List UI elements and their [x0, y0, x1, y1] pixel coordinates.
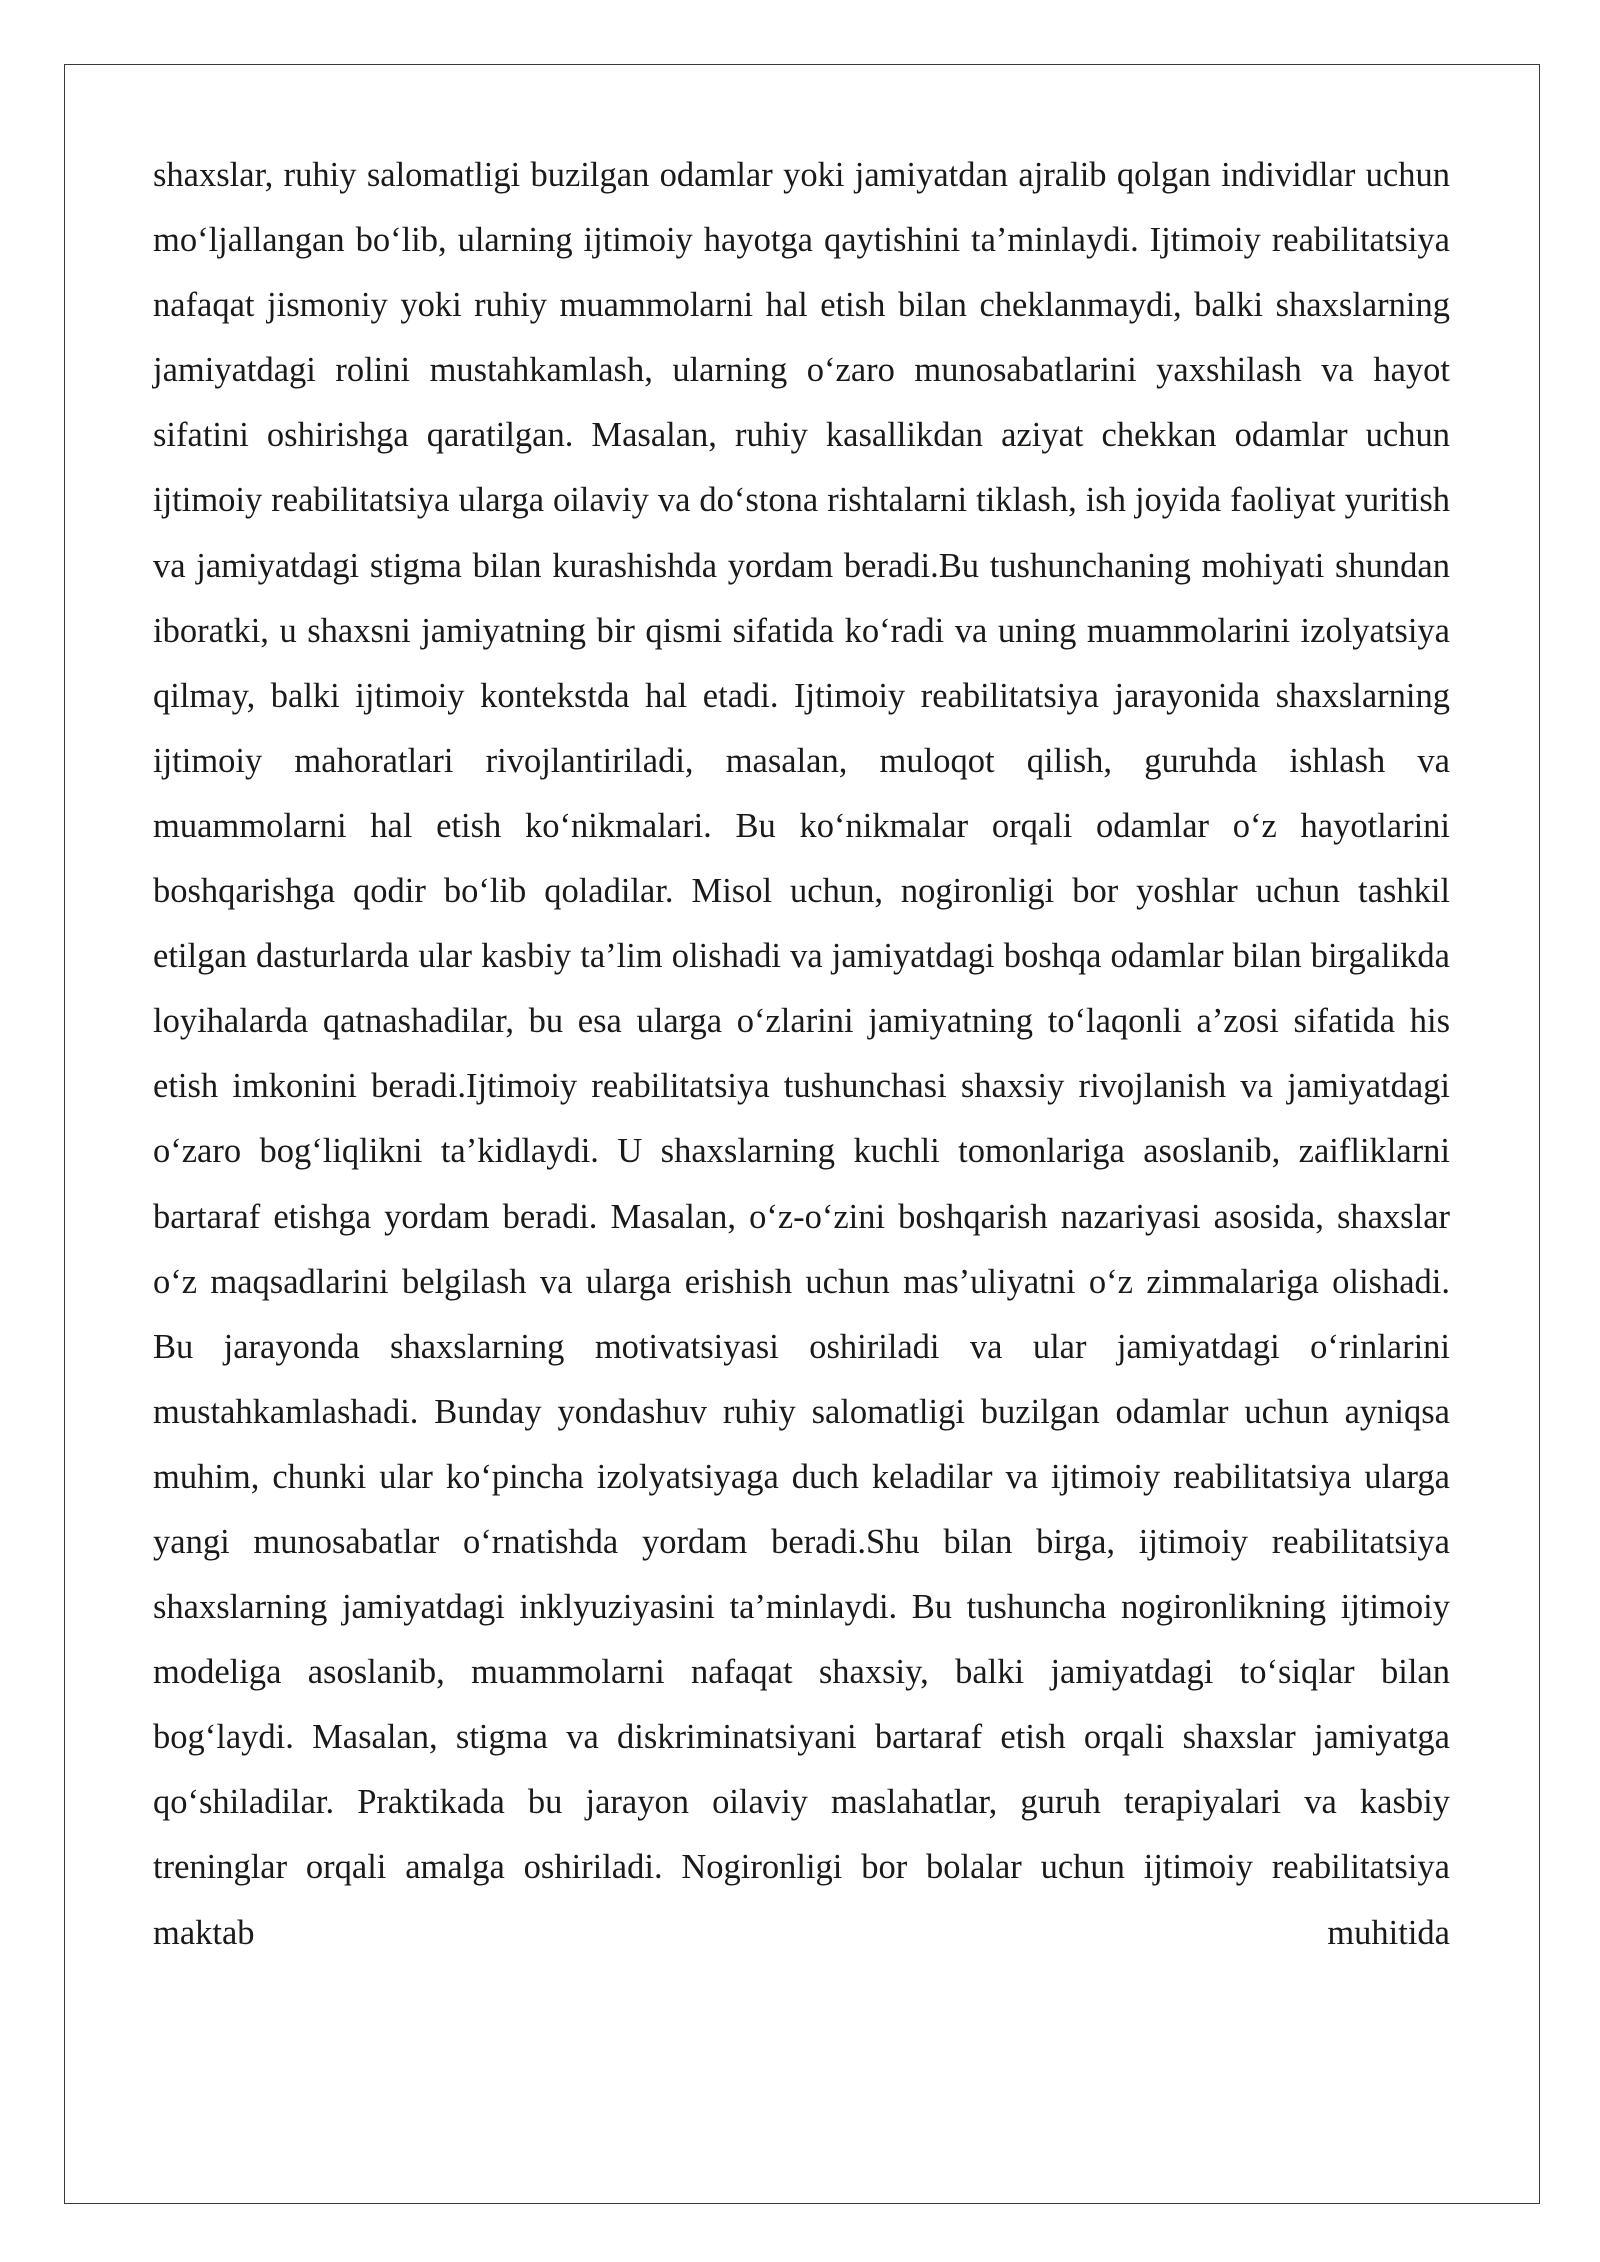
- body-paragraph: shaxslar, ruhiy salomatligi buzilgan odamlar yoki jamiyatdan ajralib qolgan individlar uchun mo‘ljallangan bo‘lib, ularning ijtimoiy hayotga qaytishini ta’minlaydi. Ijtimoiy reabilitatsiya nafaqat jismoniy yoki ruhiy muammolarni hal etish bilan cheklanmaydi, balki shaxslarning jamiyatdagi rolini mustahkamlash, ularning o‘zaro munosabatlarini yaxshilash va hayot sifatini oshirishga qaratilgan. Masalan, ruhiy kasallikdan aziyat chekkan odamlar uchun ijtimoiy reabilitatsiya ularga oilaviy va do‘stona rishtalarni tiklash, ish joyida faoliyat yuritish va jamiyatdagi stigma bilan kurashishda yordam beradi.Bu tushunchaning mohiyati shundan iboratki, u shaxsni jamiyatning bir qismi sifatida ko‘radi va uning muammolarini izolyatsiya qilmay, balki ijtimoiy kontekstda hal etadi. Ijtimoiy reabilitatsiya jarayonida shaxslarning ijtimoiy mahoratlari rivojlantiriladi, masalan, muloqot qilish, guruhda ishlash va muammolarni hal etish ko‘nikmalari. Bu ko‘nikmalar orqali odamlar o‘z hayotlarini boshqarishga qodir bo‘lib qoladilar. Misol uchun, nogironligi bor yoshlar uchun tashkil etilgan dasturlarda ular kasbiy ta’lim olishadi va jamiyatdagi boshqa odamlar bilan birgalikda loyihalarda qatnashadilar, bu esa ularga o‘zlarini jamiyatning to‘laqonli a’zosi sifatida his etish imkonini beradi.Ijtimoiy reabilitatsiya tushunchasi shaxsiy rivojlanish va jamiyatdagi o‘zaro bog‘liqlikni ta’kidlaydi. U shaxslarning kuchli tomonlariga asoslanib, zaifliklarni bartaraf etishga yordam beradi. Masalan, o‘z-o‘zini boshqarish nazariyasi asosida, shaxslar o‘z maqsadlarini belgilash va ularga erishish uchun mas’uliyatni o‘z zimmalariga olishadi. Bu jarayonda shaxslarning motivatsiyasi oshiriladi va ular jamiyatdagi o‘rinlarini mustahkamlashadi. Bunday yondashuv ruhiy salomatligi buzilgan odamlar uchun ayniqsa muhim, chunki ular ko‘pincha izolyatsiyaga duch keladilar va ijtimoiy reabilitatsiya ularga yangi munosabatlar o‘rnatishda yordam beradi.Shu bilan birga, ijtimoiy reabilitatsiya shaxslarning jamiyatdagi inklyuziyasini ta’minlaydi. Bu tushuncha nogironlikning ijtimoiy modeliga asoslanib, muammolarni nafaqat shaxsiy, balki jamiyatdagi to‘siqlar bilan bog‘laydi. Masalan, stigma va diskriminatsiyani bartaraf etish orqali shaxslar jamiyatga qo‘shiladilar. Praktikada bu jarayon oilaviy maslahatlar, guruh terapiyalari va kasbiy treninglar orqali amalga oshiriladi. Nogironligi bor bolalar uchun ijtimoiy reabilitatsiya maktab muhitida: [153, 156, 1450, 1952]
